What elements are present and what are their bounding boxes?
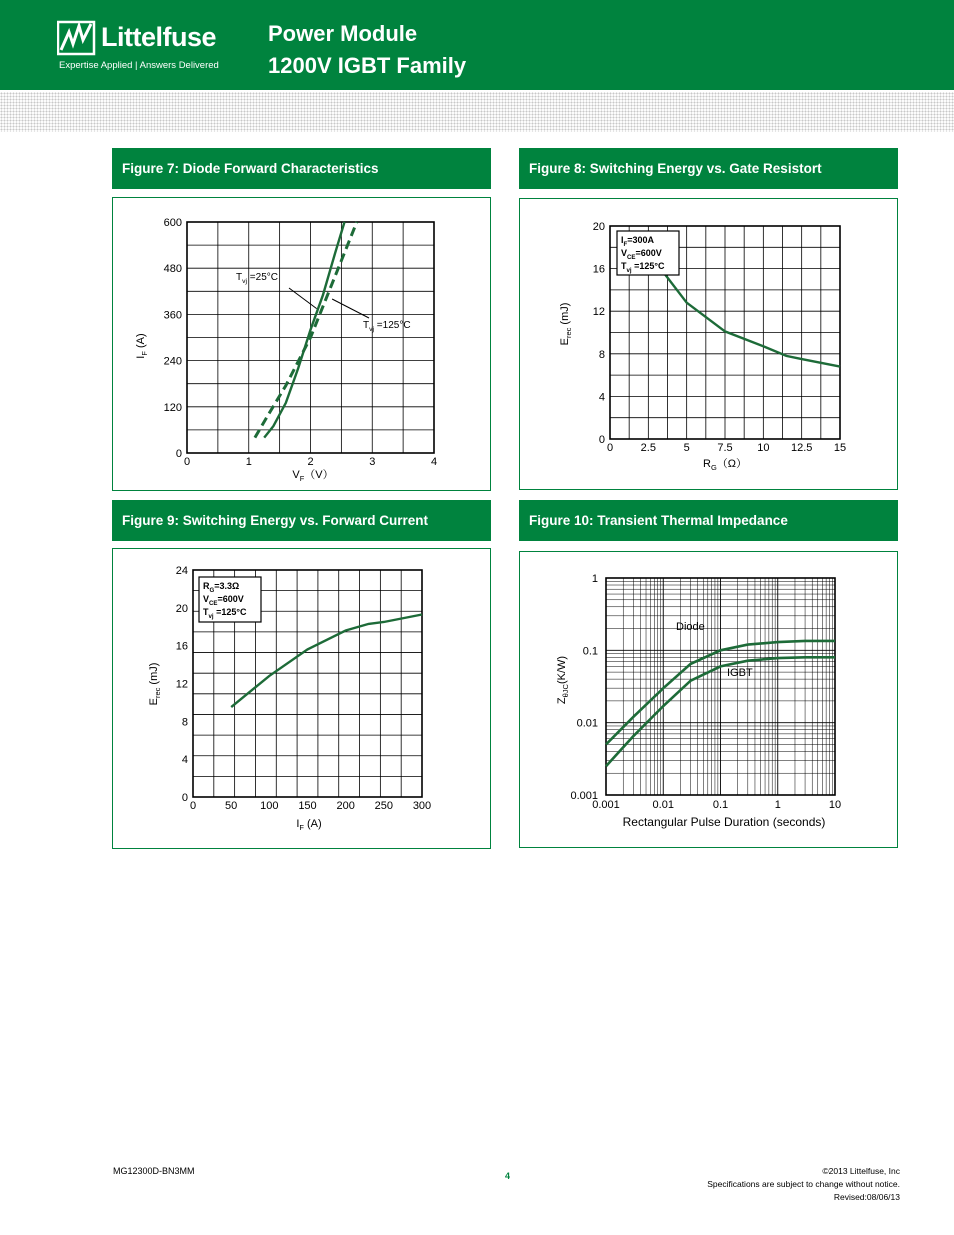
x-tick-label: 0 [606, 442, 614, 454]
figure7-title: Figure 7: Diode Forward Characteristics [112, 148, 491, 189]
legend-entry: $R_G=3.3\Omega$ [203, 581, 240, 594]
y-axis-label: $E_{rec}$ (mJ) [148, 662, 162, 706]
figure10-title: Figure 10: Transient Thermal Impedance [519, 500, 898, 541]
page-title-line1: Power Module [268, 21, 418, 46]
page-number: 4 [505, 1171, 511, 1181]
y-tick-label: 0 [598, 434, 605, 446]
x-tick-label: 4 [430, 456, 438, 468]
copyright: ©2013 Littelfuse, Inc [822, 1166, 900, 1176]
legend-entry: $I_F=300A$ [621, 235, 655, 248]
figure7-box [112, 197, 491, 491]
y-tick-label: 8 [181, 716, 188, 729]
figure8-box [519, 198, 898, 490]
y-tick-label: 120 [163, 401, 182, 414]
y-tick-label: 12 [592, 306, 605, 319]
y-tick-label: 24 [175, 565, 188, 577]
y-tick-label: 20 [592, 221, 605, 233]
legend-entry: $T_{vj} =125^\circ C$ [621, 261, 665, 274]
y-tick-label: 360 [163, 309, 182, 322]
y-tick-label: 0.1 [582, 645, 598, 658]
x-tick-label: 0.001 [592, 799, 620, 811]
y-tick-label: 16 [592, 263, 605, 276]
y-tick-label: 600 [163, 217, 182, 229]
littelfuse-logo [57, 20, 237, 76]
y-tick-label: 0.001 [570, 790, 598, 802]
y-tick-label: 0 [181, 792, 188, 804]
page-header [0, 0, 954, 90]
x-tick-label: 0 [189, 800, 197, 812]
page-title-line2: 1200V IGBT Family [268, 53, 467, 78]
series-line [231, 615, 422, 708]
page-title [268, 18, 466, 82]
x-tick-label: 12.5 [790, 442, 813, 454]
y-tick-label: 16 [175, 640, 188, 653]
spec-notice: Specifications are subject to change without notice. [707, 1179, 900, 1189]
x-tick-label: 250 [374, 800, 394, 812]
y-tick-label: 4 [598, 391, 605, 404]
figure8-chart [520, 199, 897, 489]
annotation-tvj-25: $T_{vj} =25^\circ C$ [236, 272, 278, 285]
y-tick-label: 4 [181, 754, 188, 767]
x-tick-label: 2 [307, 456, 314, 468]
series-line [661, 269, 840, 367]
x-axis-label: Rectangular Pulse Duration (seconds) [622, 815, 826, 829]
footer-notes [707, 1165, 900, 1204]
y-axis-label: $Z_{\theta JC}(K/W)$ [556, 655, 570, 705]
x-tick-label: 7.5 [717, 442, 733, 454]
y-tick-label: 0.01 [576, 717, 598, 730]
figure10-box [519, 551, 898, 848]
x-tick-label: 3 [369, 456, 376, 468]
series-label-diode: Diode [676, 621, 705, 633]
x-tick-label: 50 [225, 800, 238, 812]
y-tick-label: 0 [175, 448, 182, 460]
x-tick-label: 150 [298, 800, 317, 812]
figure9-title: Figure 9: Switching Energy vs. Forward Current [112, 500, 491, 541]
y-tick-label: 12 [175, 678, 188, 691]
y-tick-label: 1 [591, 573, 598, 585]
revised-date: Revised:08/06/13 [833, 1192, 900, 1202]
figure7-chart [113, 198, 490, 490]
legend-entry: $V_{CE}=600V$ [621, 248, 662, 261]
fuse-logo-icon [57, 20, 97, 56]
x-tick-label: 1 [245, 456, 252, 468]
legend-entry: $V_{CE}=600V$ [203, 594, 244, 607]
part-number: MG12300D-BN3MM [113, 1166, 195, 1176]
x-tick-label: 200 [336, 800, 355, 812]
series-line [264, 222, 344, 438]
y-tick-label: 20 [175, 602, 188, 615]
y-tick-label: 8 [598, 348, 605, 361]
x-tick-label: 10 [828, 799, 842, 811]
figure9-box [112, 548, 491, 849]
x-axis-label: $I_F$ (A) [296, 818, 322, 832]
x-tick-label: 15 [833, 442, 847, 454]
x-axis-label: $R_G(\Omega)$ [703, 458, 747, 472]
dot-pattern-band [0, 92, 954, 132]
y-tick-label: 480 [163, 263, 182, 276]
y-axis-label: $I_F$ (A) [135, 333, 149, 359]
x-tick-label: 0 [183, 456, 191, 468]
x-tick-label: 10 [757, 442, 770, 454]
y-tick-label: 240 [163, 355, 182, 368]
y-axis-label: $E_{rec}$ (mJ) [559, 302, 573, 346]
figure8-title: Figure 8: Switching Energy vs. Gate Resistort [519, 148, 898, 189]
x-tick-label: 100 [260, 800, 279, 812]
brand-name: Littelfuse [101, 22, 217, 52]
annotation-tvj-125: $T_{vj} =125^\circ C$ [363, 320, 411, 333]
annotation-arrow-125 [332, 299, 369, 318]
figure9-chart [113, 549, 490, 848]
figure10-chart [520, 552, 897, 847]
series-label-igbt: IGBT [727, 667, 753, 679]
x-tick-label: 5 [683, 442, 690, 454]
x-tick-label: 2.5 [640, 442, 656, 454]
x-tick-label: 300 [412, 800, 432, 812]
x-tick-label: 0.1 [712, 799, 729, 811]
x-axis-label: $V_F(V)$ [292, 469, 334, 483]
brand-tagline: Expertise Applied | Answers Delivered [59, 60, 219, 71]
x-tick-label: 1 [774, 799, 781, 811]
x-tick-label: 0.01 [652, 799, 674, 811]
legend-entry: $T_{vj} =125^\circ C$ [203, 607, 247, 620]
